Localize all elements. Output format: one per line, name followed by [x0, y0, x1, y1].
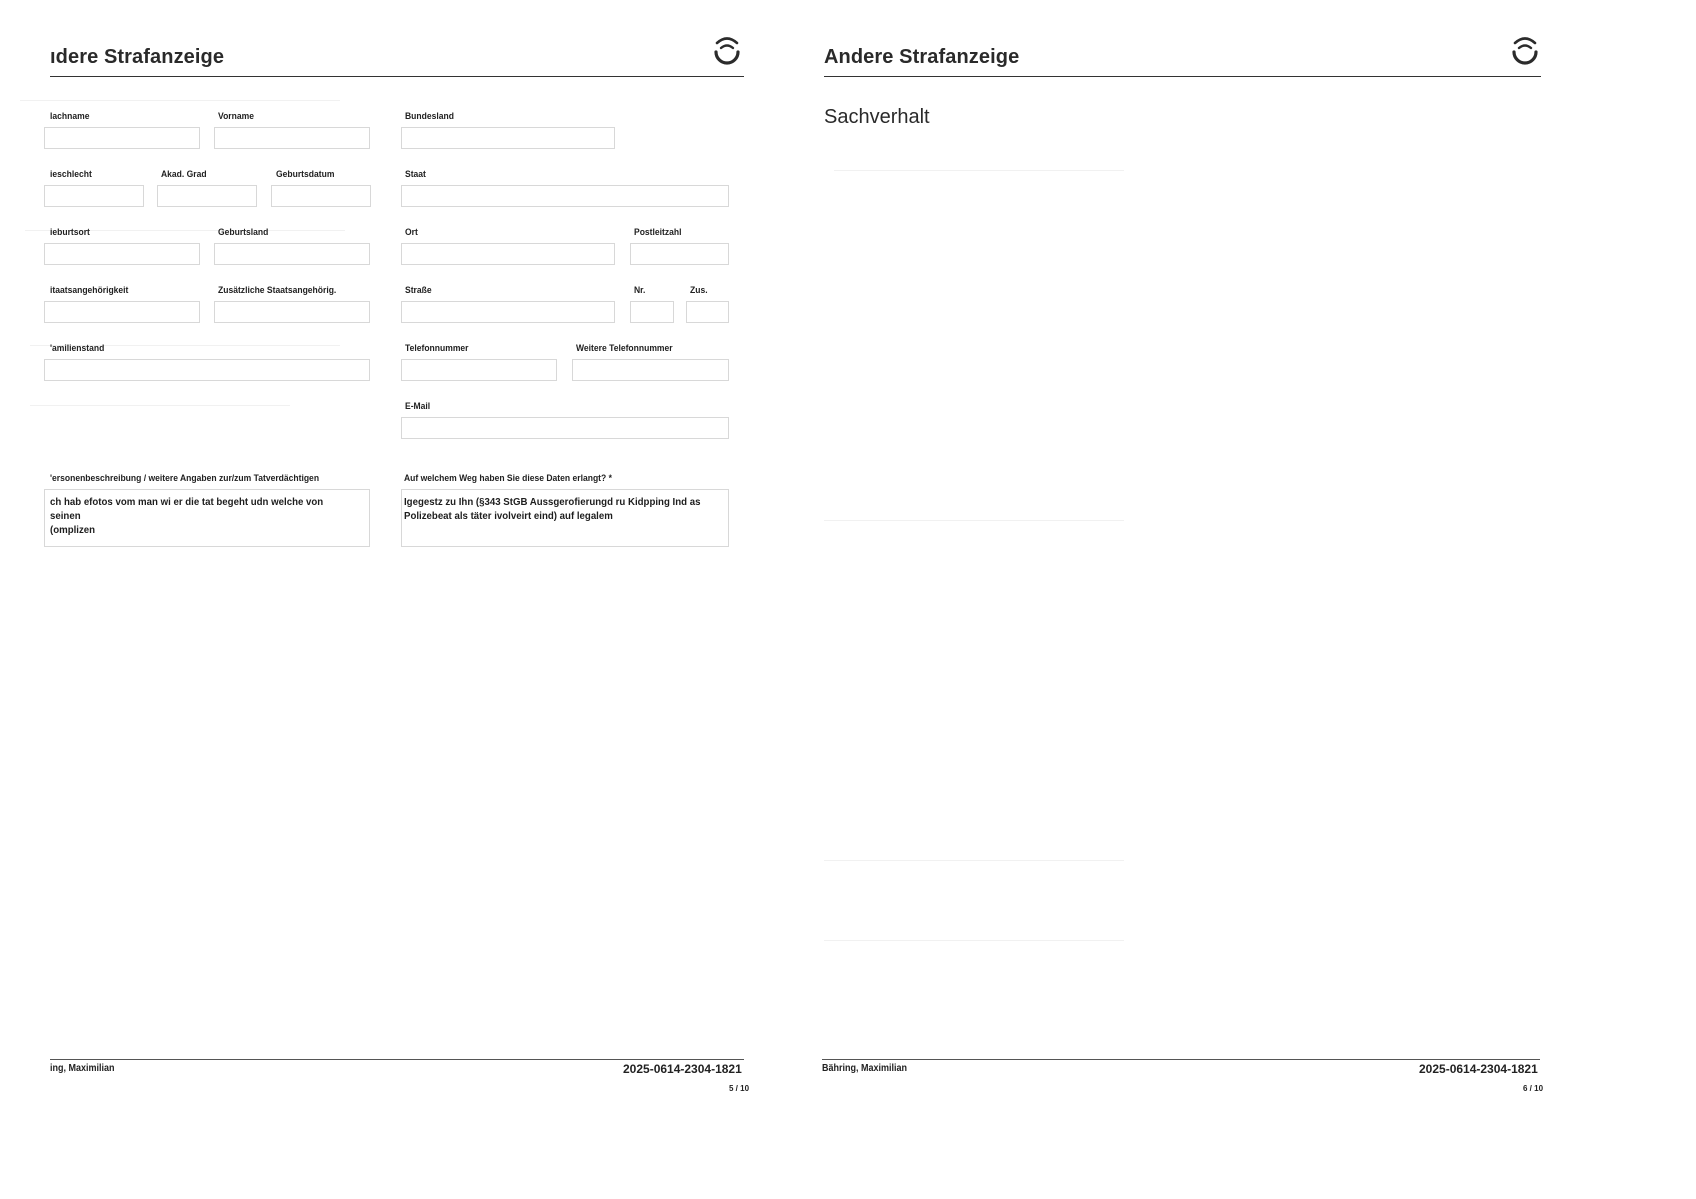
datenweg-label: Auf welchem Weg haben Sie diese Daten erlangt? * — [404, 473, 612, 484]
staatsangehoerigkeit-label: itaatsangehörigkeit — [50, 285, 129, 296]
postleitzahl-field[interactable] — [630, 243, 729, 265]
geburtsland-field[interactable] — [214, 243, 370, 265]
footer-page-number: 6 / 10 — [1523, 1084, 1544, 1093]
weitere-telefonnummer-field[interactable] — [572, 359, 729, 381]
page-title: Andere Strafanzeige — [824, 46, 1020, 68]
email-label: E-Mail — [405, 401, 431, 412]
bundesland-field[interactable] — [401, 127, 615, 149]
header-rule — [824, 76, 1541, 77]
telefonnummer-field[interactable] — [401, 359, 557, 381]
footer-reference: 2025-0614-2304-1821 — [1419, 1062, 1538, 1076]
footer-name: Bähring, Maximilian — [822, 1063, 908, 1074]
bundesland-label: Bundesland — [405, 111, 454, 122]
telefonnummer-label: Telefonnummer — [405, 343, 469, 354]
staat-label: Staat — [405, 169, 426, 180]
nachname-label: lachname — [50, 111, 90, 122]
footer-name: ing, Maximilian — [50, 1063, 115, 1074]
nr-label: Nr. — [634, 285, 646, 296]
geschlecht-field[interactable] — [44, 185, 144, 207]
akad-grad-label: Akad. Grad — [161, 169, 207, 180]
document-page-6 — [784, 0, 1568, 1109]
staat-field[interactable] — [401, 185, 729, 207]
personenbeschreibung-label: 'ersonenbeschreibung / weitere Angaben zur/zum Tatverdächtigen — [50, 473, 320, 484]
nr-field[interactable] — [630, 301, 674, 323]
header-rule — [50, 76, 744, 77]
geburtsort-field[interactable] — [44, 243, 200, 265]
akad-grad-field[interactable] — [157, 185, 257, 207]
geburtsland-label: Geburtsland — [218, 227, 269, 238]
zusaetzliche-staatsangehoerigkeit-field[interactable] — [214, 301, 370, 323]
postleitzahl-label: Postleitzahl — [634, 227, 682, 238]
footer-reference: 2025-0614-2304-1821 — [623, 1062, 742, 1076]
zus-field[interactable] — [686, 301, 729, 323]
strasse-label: Straße — [405, 285, 432, 296]
vorname-field[interactable] — [214, 127, 370, 149]
familienstand-label: 'amilienstand — [50, 343, 105, 354]
document-page-5 — [0, 0, 784, 1109]
page-title: ıdere Strafanzeige — [50, 46, 225, 68]
section-title: Sachverhalt — [824, 106, 930, 128]
zusaetzliche-staatsangehoerigkeit-label: Zusätzliche Staatsangehörig. — [218, 285, 337, 296]
zus-label: Zus. — [690, 285, 708, 296]
vorname-label: Vorname — [218, 111, 254, 122]
nachname-field[interactable] — [44, 127, 200, 149]
footer-page-number: 5 / 10 — [729, 1084, 750, 1093]
staatsangehoerigkeit-field[interactable] — [44, 301, 200, 323]
email-field[interactable] — [401, 417, 729, 439]
footer-rule — [822, 1059, 1540, 1060]
ort-label: Ort — [405, 227, 418, 238]
geburtsdatum-field[interactable] — [271, 185, 371, 207]
personenbeschreibung-value: ch hab efotos vom man wi er die tat begeht udn welche von seinen (omplizen — [50, 496, 324, 536]
strasse-field[interactable] — [401, 301, 615, 323]
datenweg-value: Igegestz zu Ihn (§343 StGB Aussgerofierungd ru Kidpping Ind as Polizebeat als täter ivolveirt eind) auf legalem — [404, 496, 701, 522]
geschlecht-label: ieschlecht — [50, 169, 92, 180]
geburtsdatum-label: Geburtsdatum — [276, 169, 335, 180]
familienstand-field[interactable] — [44, 359, 370, 381]
weitere-telefonnummer-label: Weitere Telefonnummer — [576, 343, 673, 354]
ort-field[interactable] — [401, 243, 615, 265]
geburtsort-label: ieburtsort — [50, 227, 90, 238]
police-emblem-icon — [710, 30, 744, 74]
police-emblem-icon — [1508, 30, 1542, 74]
footer-rule — [50, 1059, 744, 1060]
